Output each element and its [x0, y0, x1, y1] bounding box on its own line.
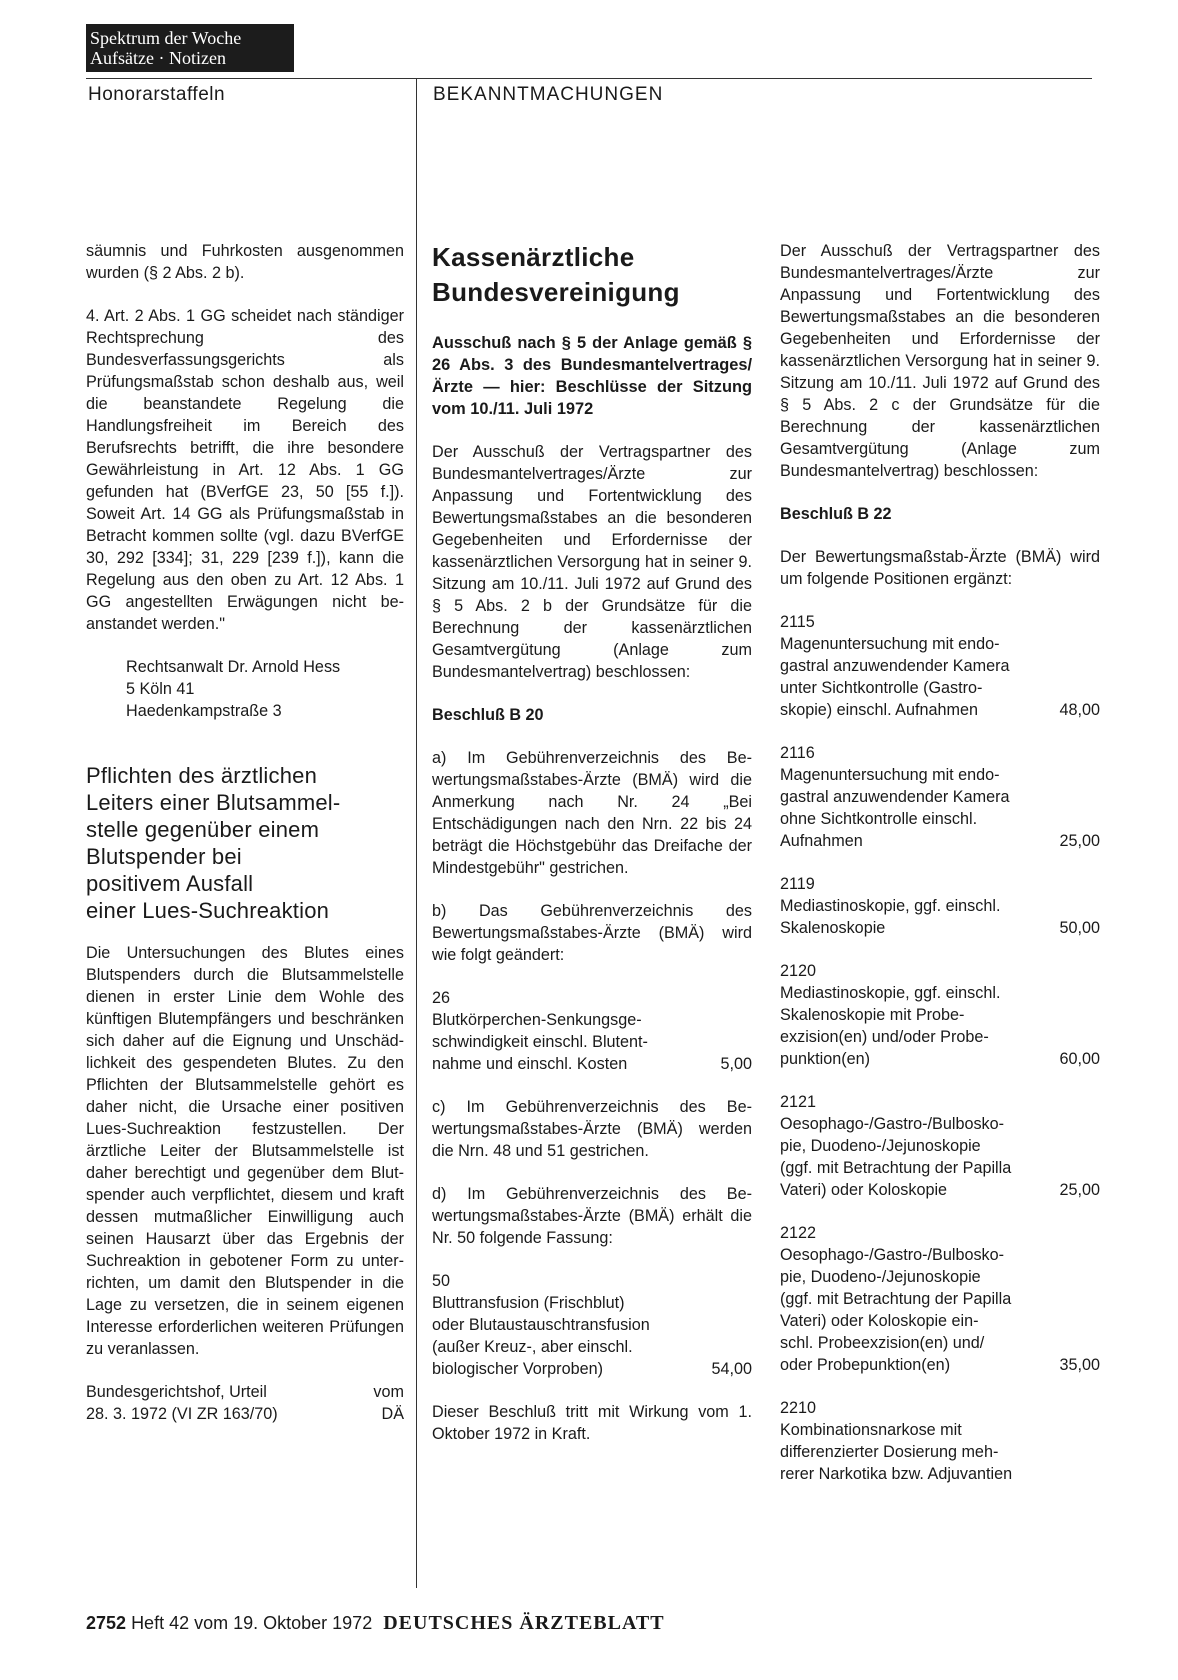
court-citation-left: 28. 3. 1972 (VI ZR 163/70)	[86, 1405, 278, 1423]
article-title-line: Pflichten des ärztlichen	[86, 763, 318, 788]
header-rule	[86, 78, 1092, 79]
fee-position-line: skopie) einschl. Aufnahmen	[780, 701, 978, 719]
fee-position-line: Vateri) oder Koloskopie	[780, 1181, 948, 1199]
author-name: Rechtsanwalt Dr. Arnold Hess	[126, 658, 341, 676]
fee-position	[780, 1397, 1100, 1485]
fee-position	[780, 873, 1100, 939]
fee-position	[780, 960, 1100, 1070]
article-body: Die Untersuchungen des Blutes eines Blutspenders durch die Blutsammelstelle dienen in erster Linie dem Wohle des künftigen Blutempfängers und beschränken sich daher auf die Eignung und Unschädlichkeit des gespendeten Blutes. Zu den Pflichten der Blutsammelstelle gehört es daher nicht, die Ursache einer positiven Lues-Suchreaktion festzustellen. Der ärztliche Leiter der Blutsammelstelle ist daher berechtigt und gegenüber dem Blutspender auch verpflichtet, diesem und kraft dessen mutmaßlicher Einwilligung auch seinen Hausarzt über das Ergebnis der Suchreaktion in gebotener Form zu unterrichten, um damit den Blutspender in die Lage zu versetzen, die in seinem eigenen Interesse erforderlichen weiteren Prüfungen zu veranlassen.	[86, 944, 404, 1358]
fee-position-line: Oesophago-/Gastro-/Bulbosko-	[780, 1115, 1005, 1133]
fee-position-line: oder Blutaustauschtransfusion	[432, 1316, 650, 1334]
fee-position-price: 25,00	[1059, 1181, 1100, 1199]
journal-name: DEUTSCHES ÄRZTEBLATT	[383, 1612, 665, 1634]
fee-position-line: Magenuntersuchung mit endo-	[780, 635, 1000, 653]
fee-position-line: Magenuntersuchung mit endo-	[780, 766, 1000, 784]
fee-position-number: 50	[432, 1272, 451, 1290]
court-citation-right: vom	[373, 1383, 404, 1401]
column-right	[780, 240, 1100, 1485]
author-block	[86, 656, 404, 722]
fee-position-line: unter Sichtkontrolle (Gastro-	[780, 679, 983, 697]
fee-position-line: nahme und einschl. Kosten	[432, 1055, 628, 1073]
fee-position	[780, 1222, 1100, 1376]
fee-position-price: 25,00	[1059, 832, 1100, 850]
fee-position-price: 35,00	[1059, 1356, 1100, 1374]
fee-position-line: ohne Sichtkontrolle einschl.	[780, 810, 978, 828]
paragraph: Der Bewertungsmaßstab-Ärzte (BMÄ) wird um folgende Positionen ergänzt:	[780, 548, 1100, 588]
fee-position-price: 60,00	[1059, 1050, 1100, 1068]
paragraph: säumnis und Fuhrkosten ausgenommen wurden (§ 2 Abs. 2 b).	[86, 242, 404, 282]
section-heading-right: BEKANNTMACHUNGEN	[433, 84, 664, 105]
article-title-line: Leiters einer Blutsammel-	[86, 790, 341, 815]
resolution-heading: Beschluß B 20	[432, 706, 544, 724]
fee-position-line: schwindigkeit einschl. Blutent-	[432, 1033, 648, 1051]
article-title	[86, 762, 404, 924]
fee-position-line: Blutkörperchen-Senkungsge-	[432, 1011, 642, 1029]
article-title-line: positivem Ausfall	[86, 871, 254, 896]
page-footer	[86, 1612, 665, 1635]
fee-position-line: Mediastinoskopie, ggf. einschl.	[780, 897, 1001, 915]
fee-position-number: 2116	[780, 744, 815, 762]
kbv-title-line: Kassenärztliche	[432, 242, 635, 272]
article-title-line: einer Lues-Suchreaktion	[86, 898, 330, 923]
paragraph: 4. Art. 2 Abs. 1 GG scheidet nach ständiger Rechtsprechung des Bundesverfassungsgerichts als Prüfungsmaßstab schon deshalb aus, weil die beanstandete Regelung die Handlungsfreiheit im Bereich des Berufsrechts betrifft, die ihre besondere Gewährleistung in Art. 12 Abs. 1 GG gefunden hat (BVerfGE 23, 50 [55 f.]). Soweit Art. 14 GG als Prüfungsmaßstab in Betracht kommen sollte (vgl. dazu BVerfGE 30, 292 [334]; 31, 229 [239 f.]), kann die Regelung aus den oben zu Art. 12 Abs. 1 GG angestellten Erwägungen nicht beanstandet werden."	[86, 307, 404, 633]
column-divider	[416, 78, 417, 1588]
section-heading-left: Honorarstaffeln	[88, 84, 226, 105]
fee-position	[432, 987, 752, 1075]
fee-position-line: Oesophago-/Gastro-/Bulbosko-	[780, 1246, 1005, 1264]
fee-position-number: 2120	[780, 962, 817, 980]
author-street: Haedenkampstraße 3	[126, 702, 282, 720]
fee-position-line: (außer Kreuz-, aber einschl.	[432, 1338, 633, 1356]
fee-position-number: 2115	[780, 613, 815, 631]
paragraph: a) Im Gebührenverzeichnis des Bewertungsmaßstabes-Ärzte (BMÄ) wird die Anmerkung nach Nr. 24 „Bei Entschädigungen nach den Nrn. 22 bis 24 beträgt die Höchstgebühr das Dreifache der Mindestgebühr" gestrichen.	[432, 749, 752, 877]
fee-position	[432, 1270, 752, 1380]
fee-position-line: gastral anzuwendender Kamera	[780, 657, 1010, 675]
fee-position-line: rerer Narkotika bzw. Adjuvantien	[780, 1465, 1013, 1483]
fee-position-number: 2121	[780, 1093, 817, 1111]
paragraph: Dieser Beschluß tritt mit Wirkung vom 1. Oktober 1972 in Kraft.	[432, 1403, 752, 1443]
section-tag-line1: Spektrum der Woche	[90, 28, 242, 48]
kbv-title-line: Bundesvereinigung	[432, 277, 680, 307]
paragraph: c) Im Gebührenverzeichnis des Bewertungsmaßstabes-Ärzte (BMÄ) werden die Nrn. 48 und 51 gestrichen.	[432, 1098, 752, 1160]
court-citation-right: DÄ	[381, 1405, 404, 1423]
paragraph: d) Im Gebührenverzeichnis des Bewertungsmaßstabes-Ärzte (BMÄ) erhält die Nr. 50 folgende Fassung:	[432, 1185, 752, 1247]
fee-position-price: 48,00	[1059, 701, 1100, 719]
fee-position-price: 5,00	[720, 1055, 752, 1073]
paragraph: Der Ausschuß der Vertragspartner des Bundesmantelvertrages/Ärzte zur Anpassung und Fortentwicklung des Bewertungsmaßstabes an die besonderen Gegebenheiten und Erfordernisse der kassenärztlichen Versorgung hat in seiner 9. Sitzung am 10./11. Juli 1972 auf Grund des § 5 Abs. 2 c der Grundsätze für die Berechnung der kassenärztlichen Gesamtvergütung (Anlage zum Bundesmantelvertrag) beschlossen:	[780, 242, 1100, 480]
court-citation-left: Bundesgerichtshof, Urteil	[86, 1383, 267, 1401]
article-title-line: stelle gegenüber einem	[86, 817, 320, 842]
column-middle	[432, 240, 752, 1445]
issue-info: Heft 42 vom 19. Oktober 1972	[131, 1613, 373, 1633]
fee-position-line: differenzierter Dosierung meh-	[780, 1443, 999, 1461]
section-tag	[86, 24, 294, 72]
fee-position-line: Skalenoskopie mit Probe-	[780, 1006, 965, 1024]
paragraph: Der Ausschuß der Vertragspartner des Bundesmantelvertrages/Ärzte zur Anpassung und Fortentwicklung des Bewertungsmaßstabes an die besonderen Gegebenheiten und Erfordernisse der kassenärztlichen Versorgung hat in seiner 9. Sitzung am 10./11. Juli 1972 auf Grund des § 5 Abs. 2 b der Grundsätze für die Berechnung der kassenärztlichen Gesamtvergütung (Anlage zum Bundesmantelvertrag) beschlossen:	[432, 443, 752, 681]
fee-position-line: Aufnahmen	[780, 832, 863, 850]
fee-position-line: punktion(en)	[780, 1050, 870, 1068]
kbv-title	[432, 240, 752, 310]
fee-position-line: Bluttransfusion (Frischblut)	[432, 1294, 625, 1312]
fee-position-line: (ggf. mit Betrachtung der Papilla	[780, 1290, 1012, 1308]
section-tag-line2: Aufsätze · Notizen	[90, 48, 226, 68]
fee-position-line: exzision(en) und/oder Probe-	[780, 1028, 989, 1046]
fee-position	[780, 1091, 1100, 1201]
fee-position-line: Skalenoskopie	[780, 919, 886, 937]
fee-position-price: 54,00	[711, 1360, 752, 1378]
fee-position-number: 26	[432, 989, 451, 1007]
fee-position-price: 50,00	[1059, 919, 1100, 937]
fee-position	[780, 742, 1100, 852]
fee-position-number: 2119	[780, 875, 815, 893]
fee-position-line: pie, Duodeno-/Jejunoskopie	[780, 1268, 981, 1286]
page-number: 2752	[86, 1613, 127, 1633]
fee-position-line: biologischer Vorproben)	[432, 1360, 603, 1378]
court-citation	[86, 1381, 404, 1425]
fee-position-number: 2122	[780, 1224, 817, 1242]
fee-position-line: Mediastinoskopie, ggf. einschl.	[780, 984, 1001, 1002]
fee-position-number: 2210	[780, 1399, 817, 1417]
fee-position	[780, 611, 1100, 721]
paragraph: b) Das Gebührenverzeichnis des Bewertungsmaßstabes-Ärzte (BMÄ) wird wie folgt geändert:	[432, 902, 752, 964]
kbv-subtitle: Ausschuß nach § 5 der Anlage gemäß § 26 Abs. 3 des Bundesmantelvertrages/Ärzte — hier: Beschlüsse der Sitzung vom 10./11. Juli 1972	[432, 334, 752, 418]
fee-position-line: Kombinationsnarkose mit	[780, 1421, 962, 1439]
author-city: 5 Köln 41	[126, 680, 195, 698]
fee-position-line: schl. Probeexzision(en) und/	[780, 1334, 985, 1352]
resolution-heading: Beschluß B 22	[780, 505, 892, 523]
fee-position-line: gastral anzuwendender Kamera	[780, 788, 1010, 806]
fee-position-line: pie, Duodeno-/Jejunoskopie	[780, 1137, 981, 1155]
fee-position-line: Vateri) oder Koloskopie ein-	[780, 1312, 979, 1330]
fee-position-line: oder Probepunktion(en)	[780, 1356, 951, 1374]
article-title-line: Blutspender bei	[86, 844, 242, 869]
fee-position-line: (ggf. mit Betrachtung der Papilla	[780, 1159, 1012, 1177]
column-left	[86, 240, 404, 1425]
